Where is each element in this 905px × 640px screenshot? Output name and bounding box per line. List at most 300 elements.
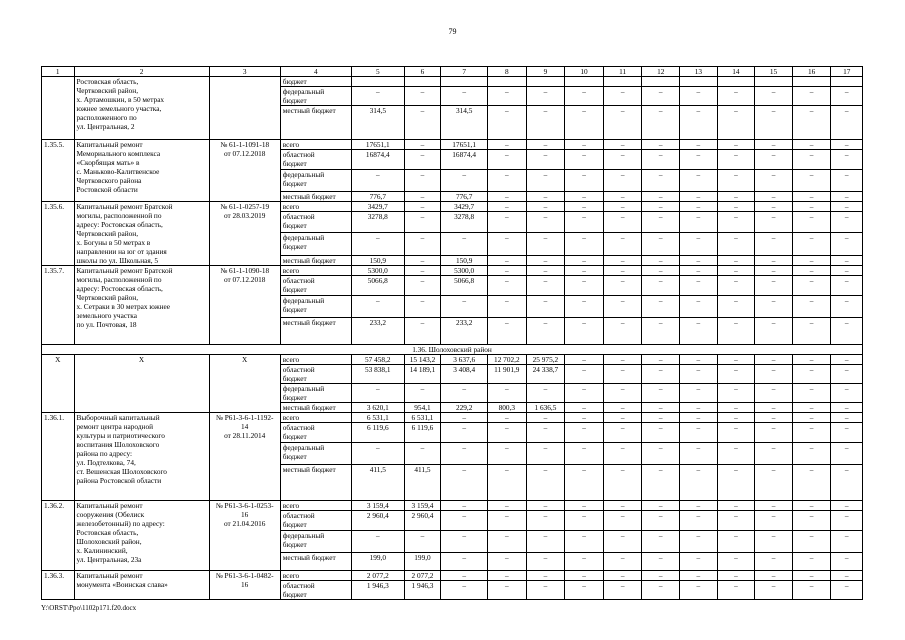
table-cell: –: [792, 276, 831, 296]
table-cell: –: [603, 212, 642, 233]
table-cell: –: [642, 413, 680, 423]
table-cell: –: [526, 511, 565, 531]
table-cell: –: [717, 365, 755, 384]
table-cell: [792, 77, 831, 87]
table-cell: –: [603, 365, 642, 384]
table-cell: –: [565, 413, 604, 423]
table-cell: 3 159,4: [404, 501, 441, 511]
table-cell: –: [792, 403, 831, 413]
column-header: 17: [831, 67, 863, 77]
table-cell: [404, 77, 441, 87]
table-cell: –: [565, 276, 604, 296]
table-cell: –: [717, 192, 755, 202]
table-cell: –: [565, 423, 604, 443]
table-cell: –: [755, 423, 793, 443]
table-cell: –: [565, 87, 604, 106]
table-cell: –: [526, 413, 565, 423]
table-cell: –: [404, 212, 441, 233]
table-cell: –: [792, 192, 831, 202]
table-cell: –: [404, 255, 441, 265]
table-cell: –: [603, 140, 642, 150]
table-cell: –: [755, 150, 793, 170]
table-cell: –: [603, 87, 642, 106]
table-cell: –: [488, 140, 527, 150]
table-cell: 2 077,2: [351, 571, 404, 581]
table-cell: –: [565, 318, 604, 345]
column-header: 3: [209, 67, 280, 77]
table-cell: [565, 77, 604, 87]
table-cell: –: [603, 355, 642, 365]
column-header: 15: [755, 67, 793, 77]
table-cell: –: [526, 170, 565, 192]
table-cell: 776,7: [441, 192, 488, 202]
table-cell: [488, 77, 527, 87]
table-cell: –: [792, 255, 831, 265]
budget-label: местный бюджет: [280, 255, 351, 265]
budget-label: федеральный бюджет: [280, 443, 351, 465]
table-cell: –: [831, 501, 863, 511]
table-cell: –: [351, 296, 404, 318]
table-cell: –: [831, 87, 863, 106]
table-cell: –: [755, 501, 793, 511]
table-cell: 17651,1: [351, 140, 404, 150]
table-cell: –: [755, 266, 793, 276]
table-cell: –: [792, 355, 831, 365]
item-number: 1.36.1.: [42, 413, 75, 501]
table-row: [42, 266, 863, 276]
table-cell: –: [603, 318, 642, 345]
table-cell: –: [642, 266, 680, 276]
table-cell: –: [792, 501, 831, 511]
table-cell: –: [603, 443, 642, 465]
table-cell: –: [565, 571, 604, 581]
table-cell: 3429,7: [351, 202, 404, 212]
table-cell: –: [755, 553, 793, 571]
table-cell: –: [603, 170, 642, 192]
table-cell: –: [792, 87, 831, 106]
table-cell: –: [831, 423, 863, 443]
table-cell: –: [565, 501, 604, 511]
table-cell: –: [488, 531, 527, 553]
table-cell: –: [526, 266, 565, 276]
expertise-doc: № Р61-3-6-1-0482- 16: [209, 571, 280, 600]
table-cell: –: [565, 106, 604, 140]
table-cell: –: [717, 170, 755, 192]
table-cell: –: [441, 170, 488, 192]
table-cell: –: [603, 581, 642, 600]
table-cell: –: [642, 355, 680, 365]
table-cell: –: [831, 571, 863, 581]
expertise-doc: № Р61-3-6-1-0253- 16 от 21.04.2016: [209, 501, 280, 571]
table-cell: –: [680, 571, 718, 581]
object-name: Капитальный ремонт Братской могилы, расположенной по адресу: Ростовская область, Чертковский район, х. Сетраки в 30 метрах южнее земельного участка по ул. Почтовая, 18: [74, 266, 209, 345]
table-cell: –: [603, 571, 642, 581]
table-cell: –: [404, 384, 441, 403]
table-cell: –: [603, 501, 642, 511]
table-cell: 2 960,4: [404, 511, 441, 531]
table-cell: –: [831, 553, 863, 571]
table-cell: –: [488, 106, 527, 140]
table-cell: –: [526, 465, 565, 501]
table-cell: 1 946,3: [351, 581, 404, 600]
column-header: 5: [351, 67, 404, 77]
table-cell: –: [526, 276, 565, 296]
budget-label: областной бюджет: [280, 365, 351, 384]
section-title: 1.36. Шолоховский район: [42, 345, 863, 355]
object-name: Выборочный капитальный ремонт центра народной культуры и патриотического воспитания Шолоховского района по адресу: ул. Подтелкова, 74, ст. Вешенская Шолоховского района Ростовской области: [74, 413, 209, 501]
table-cell: 199,0: [351, 553, 404, 571]
table-cell: –: [680, 423, 718, 443]
table-cell: –: [526, 106, 565, 140]
budget-label: местный бюджет: [280, 465, 351, 501]
table-cell: –: [755, 365, 793, 384]
budget-label: бюджет: [280, 77, 351, 87]
table-cell: –: [717, 511, 755, 531]
table-cell: –: [642, 232, 680, 255]
table-cell: 3 620,1: [351, 403, 404, 413]
table-row: [42, 77, 863, 87]
table-cell: –: [831, 276, 863, 296]
table-cell: –: [792, 212, 831, 233]
table-cell: [351, 77, 404, 87]
table-cell: –: [404, 531, 441, 553]
table-cell: –: [717, 140, 755, 150]
table-cell: –: [831, 318, 863, 345]
table-cell: –: [488, 212, 527, 233]
table-cell: 314,5: [351, 106, 404, 140]
table-cell: –: [831, 403, 863, 413]
table-cell: –: [642, 276, 680, 296]
table-cell: –: [792, 581, 831, 600]
table-cell: –: [526, 212, 565, 233]
table-cell: –: [755, 170, 793, 192]
table-cell: –: [680, 511, 718, 531]
table-cell: –: [755, 581, 793, 600]
table-cell: –: [831, 150, 863, 170]
table-cell: –: [526, 531, 565, 553]
table-cell: –: [831, 202, 863, 212]
table-cell: –: [642, 384, 680, 403]
table-cell: –: [642, 192, 680, 202]
table-cell: –: [488, 443, 527, 465]
object-name: Капитальный ремонт Мемориального комплекса «Скорбящая мать» в с. Маньково-Калитвенское Чертковского района Ростовской области: [74, 140, 209, 202]
table-cell: –: [565, 384, 604, 403]
table-cell: –: [717, 202, 755, 212]
table-cell: [831, 77, 863, 87]
table-cell: –: [680, 465, 718, 501]
table-cell: –: [755, 403, 793, 413]
table-cell: –: [642, 403, 680, 413]
table-cell: –: [488, 192, 527, 202]
table-cell: –: [526, 202, 565, 212]
table-cell: –: [755, 511, 793, 531]
table-cell: –: [488, 232, 527, 255]
table-cell: –: [603, 150, 642, 170]
table-cell: –: [717, 465, 755, 501]
page-number: 79: [448, 27, 457, 36]
table-cell: –: [488, 413, 527, 423]
table-cell: –: [831, 106, 863, 140]
table-cell: –: [441, 232, 488, 255]
table-cell: –: [642, 106, 680, 140]
table-cell: –: [642, 87, 680, 106]
table-cell: –: [642, 170, 680, 192]
table-cell: –: [717, 423, 755, 443]
table-cell: –: [717, 255, 755, 265]
table-cell: 2 077,2: [404, 571, 441, 581]
table-cell: –: [603, 413, 642, 423]
table-cell: 11 901,9: [488, 365, 527, 384]
table-cell: –: [680, 403, 718, 413]
table-cell: –: [680, 531, 718, 553]
budget-label: областной бюджет: [280, 581, 351, 600]
x-mark: Х: [74, 355, 209, 413]
table-cell: –: [717, 384, 755, 403]
budget-label: федеральный бюджет: [280, 232, 351, 255]
table-cell: 6 531,1: [404, 413, 441, 423]
table-cell: –: [717, 318, 755, 345]
budget-label: местный бюджет: [280, 318, 351, 345]
table-cell: 57 458,2: [351, 355, 404, 365]
table-cell: –: [526, 423, 565, 443]
budget-label: всего: [280, 140, 351, 150]
table-cell: 199,0: [404, 553, 441, 571]
table-cell: –: [565, 202, 604, 212]
table-cell: –: [755, 192, 793, 202]
table-cell: –: [404, 443, 441, 465]
table-cell: –: [680, 255, 718, 265]
table-cell: –: [680, 413, 718, 423]
table-cell: [603, 77, 642, 87]
table-cell: –: [680, 232, 718, 255]
column-header: 16: [792, 67, 831, 77]
table-cell: –: [642, 365, 680, 384]
object-name: Капитальный ремонт монумента «Воинская слава»: [74, 571, 209, 600]
table-row: [42, 413, 863, 423]
table-cell: –: [441, 465, 488, 501]
table-cell: –: [755, 465, 793, 501]
table-cell: –: [792, 296, 831, 318]
object-name: Ростовская область, Чертковский район, х. Артамошкин, в 50 метрах южнее земельного участка, расположенного по ул. Центральная, 2: [74, 77, 209, 140]
table-cell: –: [792, 571, 831, 581]
table-cell: 3 408,4: [441, 365, 488, 384]
table-cell: –: [404, 232, 441, 255]
table-cell: –: [717, 571, 755, 581]
table-cell: –: [565, 465, 604, 501]
table-cell: –: [717, 501, 755, 511]
table-cell: 233,2: [351, 318, 404, 345]
table-cell: –: [792, 140, 831, 150]
table-cell: 3429,7: [441, 202, 488, 212]
table-cell: –: [755, 87, 793, 106]
table-cell: –: [565, 511, 604, 531]
table-cell: –: [488, 423, 527, 443]
table-cell: –: [642, 140, 680, 150]
table-cell: 150,9: [441, 255, 488, 265]
item-number: 1.36.3.: [42, 571, 75, 600]
table-cell: 5300,0: [351, 266, 404, 276]
budget-label: местный бюджет: [280, 106, 351, 140]
table-cell: –: [441, 571, 488, 581]
table-cell: –: [488, 87, 527, 106]
table-cell: –: [792, 266, 831, 276]
table-cell: –: [680, 140, 718, 150]
item-number: 1.35.7.: [42, 266, 75, 345]
expertise-doc: № Р61-3-6-1-1192- 14 от 28.11.2014: [209, 413, 280, 501]
budget-label: местный бюджет: [280, 553, 351, 571]
table-cell: –: [441, 443, 488, 465]
table-cell: 3 159,4: [351, 501, 404, 511]
table-cell: –: [680, 212, 718, 233]
table-cell: –: [831, 365, 863, 384]
table-row: [42, 140, 863, 150]
table-cell: –: [680, 355, 718, 365]
table-cell: –: [603, 255, 642, 265]
table-cell: –: [831, 531, 863, 553]
column-header: 8: [488, 67, 527, 77]
column-header: 1: [42, 67, 75, 77]
table-cell: –: [404, 202, 441, 212]
table-cell: –: [755, 531, 793, 553]
table-cell: –: [792, 553, 831, 571]
table-cell: 6 119,6: [351, 423, 404, 443]
table-cell: –: [526, 296, 565, 318]
budget-label: местный бюджет: [280, 403, 351, 413]
item-number: 1.35.6.: [42, 202, 75, 266]
column-header: 6: [404, 67, 441, 77]
table-cell: –: [565, 170, 604, 192]
table-cell: –: [488, 511, 527, 531]
table-cell: 1 946,3: [404, 581, 441, 600]
table-cell: 17651,1: [441, 140, 488, 150]
table-cell: 12 702,2: [488, 355, 527, 365]
table-cell: –: [642, 531, 680, 553]
table-cell: –: [565, 140, 604, 150]
table-cell: –: [642, 212, 680, 233]
table-cell: –: [488, 384, 527, 403]
table-cell: [642, 77, 680, 87]
table-cell: 150,9: [351, 255, 404, 265]
file-path-footer: Y:\ORST\Ppo\1102p171.f20.docx: [41, 604, 137, 612]
table-cell: –: [488, 150, 527, 170]
table-cell: –: [603, 384, 642, 403]
budget-label: областной бюджет: [280, 212, 351, 233]
table-cell: –: [755, 318, 793, 345]
table-cell: –: [565, 212, 604, 233]
table-cell: 14 189,1: [404, 365, 441, 384]
column-header: 7: [441, 67, 488, 77]
table-cell: –: [526, 501, 565, 511]
table-cell: –: [755, 255, 793, 265]
table-cell: –: [404, 106, 441, 140]
table-cell: –: [755, 212, 793, 233]
table-cell: –: [404, 318, 441, 345]
table-cell: –: [351, 443, 404, 465]
budget-label: всего: [280, 266, 351, 276]
object-name: Капитальный ремонт Братской могилы, расположенной по адресу: Ростовская область, Чертковский район, х. Богуны в 50 метрах в направлении на юг от здания школы по ул. Школьная, 5: [74, 202, 209, 266]
table-cell: –: [642, 318, 680, 345]
table-cell: –: [488, 318, 527, 345]
table-cell: –: [831, 170, 863, 192]
table-cell: –: [642, 443, 680, 465]
table-cell: –: [603, 202, 642, 212]
table-cell: –: [792, 318, 831, 345]
table-cell: –: [755, 384, 793, 403]
table-cell: –: [404, 276, 441, 296]
table-cell: –: [680, 276, 718, 296]
table-cell: –: [642, 571, 680, 581]
table-row: [42, 355, 863, 365]
expertise-doc: № 61-1-1091-18 от 07.12.2018: [209, 140, 280, 202]
table-cell: –: [488, 581, 527, 600]
table-cell: [441, 77, 488, 87]
table-cell: –: [488, 296, 527, 318]
table-cell: 954,1: [404, 403, 441, 413]
x-mark: Х: [42, 355, 75, 413]
table-cell: –: [717, 443, 755, 465]
table-cell: 3278,8: [441, 212, 488, 233]
table-cell: –: [642, 553, 680, 571]
table-cell: –: [831, 192, 863, 202]
table-cell: –: [717, 232, 755, 255]
table-cell: –: [488, 170, 527, 192]
table-cell: –: [565, 266, 604, 276]
table-cell: –: [441, 423, 488, 443]
table-cell: 314,5: [441, 106, 488, 140]
table-cell: –: [526, 571, 565, 581]
column-header: 9: [526, 67, 565, 77]
table-row: [42, 501, 863, 511]
table-cell: –: [792, 413, 831, 423]
table-cell: –: [831, 296, 863, 318]
table-cell: [717, 77, 755, 87]
table-cell: –: [642, 423, 680, 443]
table-cell: –: [680, 202, 718, 212]
table-cell: 5066,8: [441, 276, 488, 296]
budget-label: местный бюджет: [280, 192, 351, 202]
table-cell: –: [831, 140, 863, 150]
table-cell: –: [717, 296, 755, 318]
table-cell: –: [441, 87, 488, 106]
table-cell: –: [603, 266, 642, 276]
table-cell: –: [565, 355, 604, 365]
table-cell: –: [441, 531, 488, 553]
table-cell: –: [603, 403, 642, 413]
table-cell: –: [755, 140, 793, 150]
table-cell: –: [717, 413, 755, 423]
table-cell: –: [526, 87, 565, 106]
budget-label: федеральный бюджет: [280, 87, 351, 106]
table-cell: –: [792, 443, 831, 465]
table-cell: –: [755, 106, 793, 140]
table-cell: –: [351, 232, 404, 255]
column-header: 12: [642, 67, 680, 77]
table-cell: –: [680, 87, 718, 106]
table-cell: –: [831, 266, 863, 276]
table-cell: –: [565, 403, 604, 413]
table-cell: –: [441, 511, 488, 531]
table-cell: –: [603, 276, 642, 296]
table-cell: –: [792, 511, 831, 531]
table-cell: 229,2: [441, 403, 488, 413]
table-cell: –: [603, 106, 642, 140]
table-cell: –: [488, 501, 527, 511]
table-cell: –: [680, 318, 718, 345]
table-cell: –: [526, 150, 565, 170]
budget-label: всего: [280, 501, 351, 511]
table-cell: –: [565, 150, 604, 170]
table-cell: –: [831, 232, 863, 255]
